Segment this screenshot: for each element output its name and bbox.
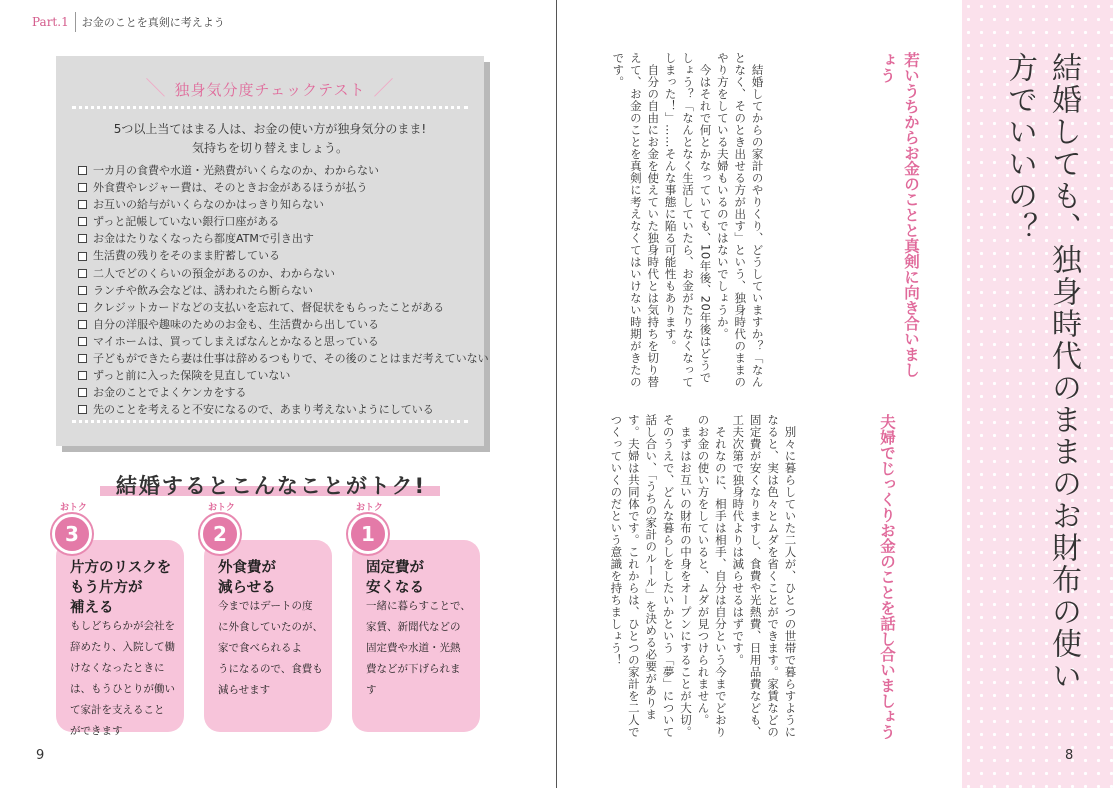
page-title: 結婚しても、独身時代のままのお財布の使い方でいいの？ — [1002, 52, 1081, 692]
checklist-item-text: 一カ月の食費や水道・光熱費がいくらなのか、わからない — [93, 164, 379, 177]
checklist-item-text: 外食費やレジャー費は、そのときお金があるほうが払う — [93, 181, 368, 195]
page-number: 8 — [1065, 748, 1074, 763]
checkbox-icon — [78, 371, 87, 380]
number-badge — [348, 514, 388, 554]
checkbox-icon — [78, 269, 87, 278]
checklist-item-text: ランチや飲み会などは、誘われたら断らない — [93, 283, 313, 297]
checklist-item — [78, 367, 489, 384]
merit-card-body: もしどちらかが会社を 辞めたり、入院して働 けなくなったときに は、もうひとりが働い て家計を支えること ができます — [70, 620, 175, 737]
checklist-item-text: 生活費の残りをそのまま貯蓄している — [93, 249, 280, 263]
checklist-item — [78, 350, 489, 367]
number-badge — [52, 514, 92, 554]
checklist-item-text: クレジットカードなどの支払いを忘れて、督促状をもらったことがある — [93, 300, 445, 314]
checklist-item — [78, 401, 489, 418]
checklist-item — [78, 316, 489, 333]
intro-line: 気持ちを切り替えましょう。 — [191, 141, 348, 155]
merit-card-body: 一緒に暮らすことで、 家賃、新聞代などの 固定費や水道・光熱 費などが下げられま す — [366, 600, 471, 696]
checkbox-icon — [78, 200, 87, 209]
paragraph: 今はそれで何とかなっていても、10年後、20年後はどうでしょう？「なんとなく生活していたら、お金がたりなくなってしまった！」……そんな事態に陥る可能性もあります。 — [663, 52, 713, 388]
checklist-item-text: ずっと記帳していない銀行口座がある — [93, 215, 280, 229]
checklist-box — [56, 56, 489, 446]
section-body — [609, 52, 766, 390]
checkbox-icon — [78, 388, 87, 397]
paragraph: まずはお互いの財布の中身をオープンにすることが大切。そのうえで、どんな暮らしをしたいかという「夢」について話し合い、「うちの家計のルール」を決める必要があります。夫婦は共同体です。これからは、ひとつの家計を二人でつくっていくのだという意識を持ちましょう！ — [609, 414, 694, 738]
checklist-item-text: ずっと前に入った保険を見直していない — [93, 369, 291, 383]
checklist-item — [78, 299, 489, 316]
checklist-item — [78, 265, 489, 282]
badge-number: 3 — [55, 517, 89, 551]
checklist-item — [78, 230, 489, 247]
checklist-item — [78, 247, 489, 264]
checkbox-icon — [78, 252, 87, 261]
section-body — [607, 414, 798, 744]
checklist-item-text: マイホームは、買ってしまえばなんとかなると思っている — [93, 334, 379, 348]
merit-card-body: 今まではデートの度 に外食していたのが、 家で食べられるよ うになるので、食費も 減らせます — [218, 600, 323, 696]
paragraph: 別々に暮らしていた二人が、ひとつの世帯で暮らすようになると、実は色々とムダを省くことができます。家賃などの固定費が安くなりますし、食費や光熱費、日用品費なども、工夫次第で独身時代よりは減らせるはずです。 — [731, 414, 798, 738]
checklist-item — [78, 179, 489, 196]
dotted-divider — [72, 420, 468, 423]
checklist-item-text: 先のことを考えると不安になるので、あまり考えないようにしている — [93, 403, 434, 417]
checklist-item-text: お互いの給与がいくらなのかはっきり知らない — [93, 198, 324, 212]
paragraph: 結婚してからの家計のやりくり、どうしていますか？「なんとなく、そのとき出せる方が出す」という、独身時代のままのやり方をしている夫婦もいるのではないでしょうか。 — [715, 52, 765, 388]
checkbox-icon — [78, 303, 87, 312]
checklist-item-text: お金のことでよくケンカをする — [93, 386, 247, 400]
paragraph: それなのに、相手は相手、自分は自分という今までどおりのお金の使い方をしていると、ムダが見つけられません。 — [696, 414, 728, 738]
intro-line: 5つ以上当てはまる人は、お金の使い方が独身気分のまま! — [113, 122, 427, 136]
checkbox-icon — [78, 234, 87, 243]
section-heading: 若いうちからお金のことと真剣に向き合いましょう — [878, 52, 920, 378]
merit-card — [352, 540, 480, 732]
checklist-item — [78, 282, 489, 299]
decor-slash-icon: ＼ — [145, 76, 167, 100]
right-page — [557, 0, 1113, 788]
merit-card-title: 外食費が 減らせる — [218, 560, 276, 596]
chapter-title: お金のことを真剣に考えよう — [81, 16, 225, 29]
checklist-item-text: 自分の洋服や趣味のためのお金も、生活費から出している — [93, 317, 379, 331]
running-header — [32, 12, 225, 32]
otoku-ribbon: おトク — [60, 503, 87, 513]
checklist-item — [78, 333, 489, 350]
checkbox-icon — [78, 217, 87, 226]
checkbox-icon — [78, 183, 87, 192]
merits-heading: 結婚するとこんなことがトク! — [115, 474, 427, 498]
paragraph: 自分の自由にお金を使えていた独身時代とは気持ちを切り替えて、お金のことを真剣に考えなくてはいけない時期がきたのです。 — [611, 52, 661, 388]
badge-number: 2 — [203, 517, 237, 551]
checkbox-icon — [78, 354, 87, 363]
checklist-item — [78, 162, 489, 179]
left-page — [0, 0, 556, 788]
merit-card-title: 固定費が 安くなる — [366, 560, 424, 596]
checkbox-icon — [78, 320, 87, 329]
checklist-item-text: 子どもができたら妻は仕事は辞めるつもりで、その後のことはまだ考えていない — [93, 352, 489, 366]
dotted-divider — [72, 106, 468, 109]
checkbox-icon — [78, 286, 87, 295]
otoku-ribbon: おトク — [208, 503, 235, 513]
checklist-item-text: 二人でどのくらいの預金があるのか、わからない — [93, 266, 335, 280]
checklist-intro — [56, 120, 484, 158]
checklist-title: 独身気分度チェックテスト — [174, 81, 366, 99]
page-number: 9 — [36, 748, 45, 763]
header-divider — [75, 12, 76, 32]
checklist-item-text: お金はたりなくなったら都度ATMで引き出す — [93, 232, 314, 246]
merit-card — [56, 540, 184, 737]
checklist-item — [78, 196, 489, 213]
checklist-item — [78, 213, 489, 230]
decor-slash-icon: ／ — [373, 76, 395, 100]
checklist — [78, 162, 489, 418]
merit-card-title: 片方のリスクを もう片方が 補える — [70, 560, 172, 616]
otoku-ribbon: おトク — [356, 503, 383, 513]
merit-card — [204, 540, 332, 732]
checkbox-icon — [78, 337, 87, 346]
checkbox-icon — [78, 166, 87, 175]
badge-number: 1 — [351, 517, 385, 551]
checklist-item — [78, 384, 489, 401]
number-badge — [200, 514, 240, 554]
checkbox-icon — [78, 405, 87, 414]
checklist-title-row — [56, 72, 484, 101]
section-heading: 夫婦でじっくりお金のことを話し合いましょう — [878, 414, 896, 740]
part-label: Part.1 — [32, 15, 69, 29]
